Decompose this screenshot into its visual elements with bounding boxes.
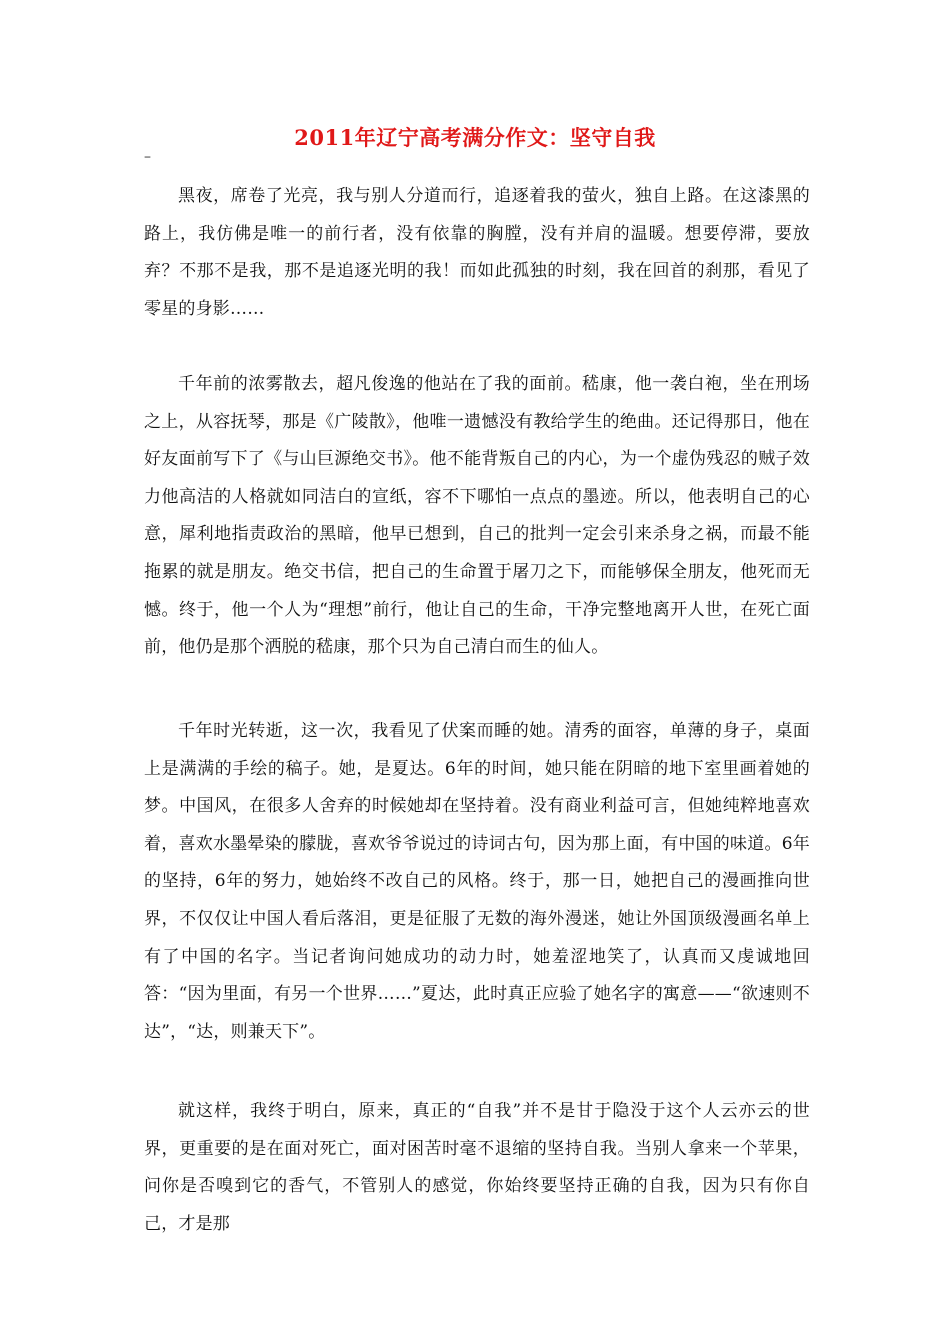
paragraph-1: 黑夜，席卷了光亮，我与别人分道而行，追逐着我的萤火，独自上路。在这漆黑的路上，我仿佛是唯一的前行者，没有依靠的胸膛，没有并肩的温暖。想要停滞，要放弃？不那不是我，那不是追逐光明的我！而如此孤独的时刻，我在回首的刹那，看见了零星的身影…… bbox=[144, 186, 810, 319]
paragraph-3: 千年时光转逝，这一次，我看见了伏案而睡的她。清秀的面容，单薄的身子，桌面上是满满的手绘的稿子。她，是夏达。6年的时间，她只能在阴暗的地下室里画着她的梦。中国风，在很多人舍弃的时候她却在坚持着。没有商业利益可言，但她纯粹地喜欢着，喜欢水墨晕染的朦胧，喜欢爷爷说过的诗词古句，因为那上面，有中国的味道。6年的坚持，6年的努力，她始终不改自己的风格。终于，那一日，她把自己的漫画推向世界，不仅仅让中国人看后落泪，更是征服了无数的海外漫迷，她让外国顶级漫画名单上有了中国的名字。当记者询问她成功的动力时，她羞涩地笑了，认真而又虔诚地回答：“因为里面，有另一个世界……”夏达，此时真正应验了她名字的寓意——“欲速则不达”，“达，则兼天下”。 bbox=[144, 721, 810, 1042]
paragraph-4: 就这样，我终于明白，原来，真正的“自我”并不是甘于隐没于这个人云亦云的世界，更重要的是在面对死亡，面对困苦时毫不退缩的坚持自我。当别人拿来一个苹果，问你是否嗅到它的香气，不管别人的感觉，你始终要坚持正确的自我，因为只有你自己，才是那 bbox=[144, 1101, 810, 1234]
paragraph-2: 千年前的浓雾散去，超凡俊逸的他站在了我的面前。嵇康，他一袭白袍，坐在刑场之上，从容抚琴，那是《广陵散》，他唯一遗憾没有教给学生的绝曲。还记得那日，他在好友面前写下了《与山巨源绝交书》。他不能背叛自己的内心，为一个虚伪残忍的贼子效力他高洁的人格就如同洁白的宣纸，容不下哪怕一点点的墨迹。所以，他表明自己的心意，犀利地指责政治的黑暗，他早已想到，自己的批判一定会引来杀身之祸，而最不能拖累的就是朋友。绝交书信，把自己的生命置于屠刀之下，而能够保全朋友，他死而无憾。终于，他一个人为“理想”前行，他让自己的生命，干净完整地离开人世，在死亡面前，他仍是那个洒脱的嵇康，那个只为自己清白而生的仙人。 bbox=[144, 374, 810, 658]
essay-title: 2011年辽宁高考满分作文：坚守自我 bbox=[294, 125, 656, 150]
dash-mark: – bbox=[144, 149, 151, 165]
